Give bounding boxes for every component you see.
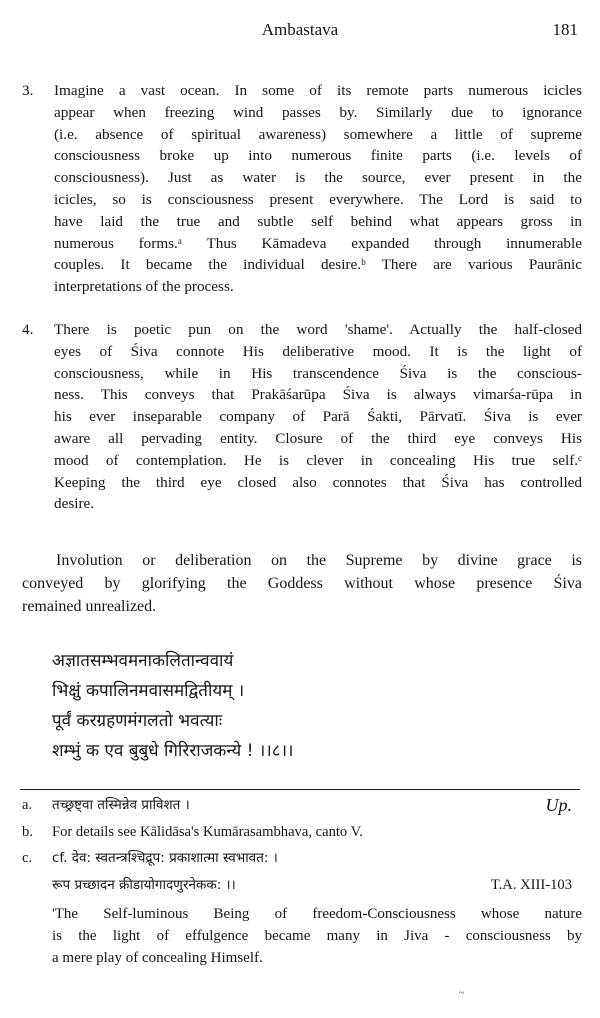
footnote-letter: a. [22,797,33,813]
footnote-letter: b. [22,824,33,840]
text-line: couples. It became the individual desire.ᵇ There are various Paurānic [54,256,582,274]
running-title: Ambastava [261,20,339,39]
text-line: ness. This conveys that Prakāśarūpa Śiva is always vimarśa-rūpa in [54,386,582,404]
note-text [54,80,582,298]
verse-line: पूर्वं करग्रहणमंगलतो भवत्याः [52,711,223,731]
footnote-text: cf. देव: स्वतन्त्रश्चिद्रूप: प्रकाशात्मा स्वभावत: । [52,850,278,866]
footnote-text: तच्छ्रष्ट्वा तस्मिन्नेव प्राविशत । [52,797,190,813]
text-line: have laid the true and subtle self behind what appears gross in [54,212,582,230]
text-line: aware all pervading entity. Closure of the third eye conveys His [54,429,582,447]
text-line: his ever inseparable company of Parā Śakti, Pārvatī. Śiva is ever [54,408,582,426]
text-line: 'The Self-luminous Being of freedom-Consciousness whose nature [52,906,582,922]
text-line: numerous forms.ᵃ Thus Kāmadeva expanded through innumerable [54,234,582,252]
footnote-c [22,846,582,870]
text-line: consciousness). Just as water is the source, ever present in the [54,169,582,187]
footnote-a [22,793,582,817]
print-speck-decoration: ~ [459,988,465,999]
verse-line: भिक्षुं कपालिनमवासमद्वितीयम् । [52,681,245,701]
text-line: Keeping the third eye closed also connotes that Śiva has controlled [54,473,582,491]
note-4 [22,319,582,515]
text-line: remained unrealized. [22,598,157,615]
text-line: a mere play of concealing Himself. [52,950,263,966]
text-line: eyes of Śiva connote His deliberative mood. It is the light of [54,342,582,360]
footnote-divider [20,789,580,790]
footnote-translation [52,903,582,969]
sanskrit-verse [52,646,552,766]
running-header [0,20,600,44]
footnote-letter: c. [22,850,33,866]
footnote-text [52,820,582,844]
note-number: 4. [22,321,34,338]
text-line: appear when freezing wind passes by. Similarly due to ignorance [54,103,582,121]
text-line: consciousness, while in His transcendence Śiva is the conscious- [54,364,582,382]
note-3 [22,80,582,298]
text-line: consciousness broke up into numerous finite parts (i.e. levels of [54,147,582,165]
text-line: There is poetic pun on the word 'shame'. Actually the half-closed [54,321,582,338]
footnote-source: T.A. XIII-103 [490,877,572,893]
text-line: is the light of effulgence became many in Jiva - consciousness by [52,928,582,944]
footnote-text: रूप प्रच्छादन क्रीडायोगादणुरनेकक: ।। [52,877,236,893]
text-line: conveyed by glorifying the Goddess without whose presence Śiva [22,575,582,592]
text-line: desire. [54,495,95,513]
footnote-c-line2 [22,873,582,897]
text-line: mood of contemplation. He is clever in concealing His true self.ᶜ [54,451,582,469]
note-number: 3. [22,82,34,99]
text-line: Imagine a vast ocean. In some of its remote parts numerous icicles [54,82,582,99]
body-paragraph [22,549,582,618]
footnote-source: Up. [545,795,572,815]
text-line: (i.e. absence of spiritual awareness) somewhere a little of supreme [54,125,582,143]
text-line: icicles, so is consciousness present everywhere. The Lord is said to [54,190,582,208]
verse-line: अज्ञातसम्भवमनाकलितान्ववायं [52,651,234,671]
note-text [54,319,582,515]
footnote-b [22,820,582,844]
footnote-b-text: For details see Kālidāsa's Kumārasambhava, canto V. [52,824,363,840]
text-line: interpretations of the process. [54,278,234,296]
verse-line: शम्भुं क एव बुबुधे गिरिराजकन्ये ! ।।८।। [52,741,294,761]
text-line: Involution or deliberation on the Supreme by divine grace is [56,552,582,569]
page-number: 181 [552,20,578,39]
